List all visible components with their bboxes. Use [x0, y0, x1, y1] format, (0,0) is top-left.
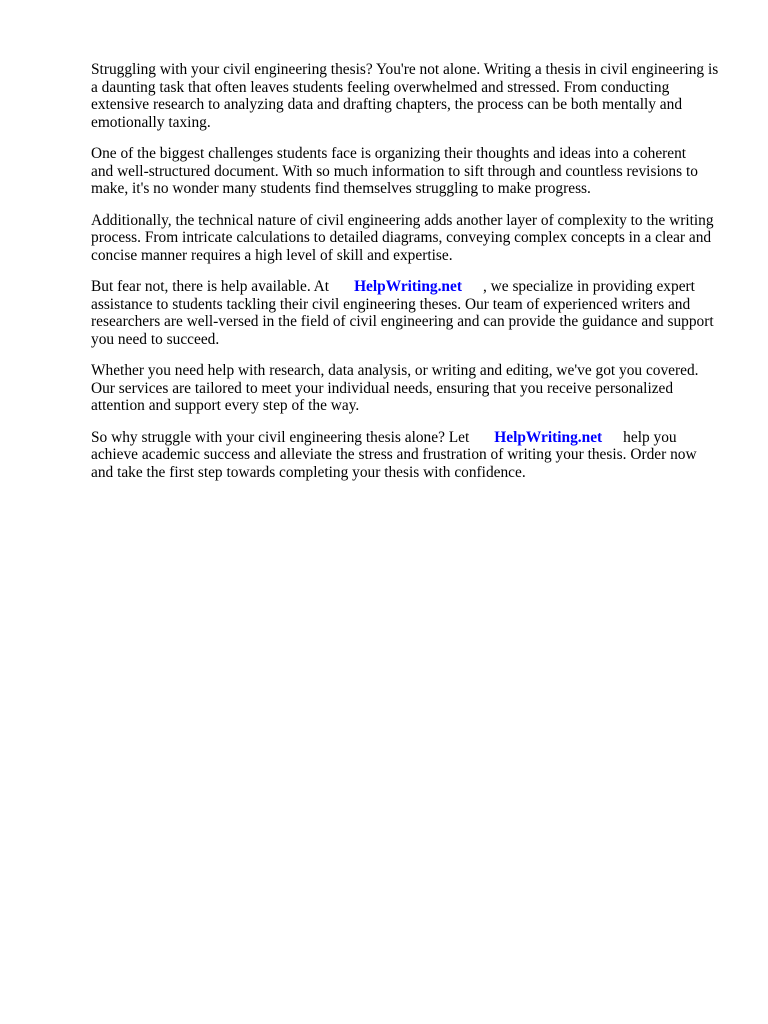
paragraph-challenges [91, 145, 768, 198]
helpwriting-link[interactable]: HelpWriting.net [494, 428, 603, 446]
text-segment: So why struggle with your civil engineering thesis alone? Let [91, 428, 470, 446]
text-line: make, it's no wonder many students find themselves struggling to make progress. [91, 180, 591, 197]
text-line: emotionally taxing. [91, 113, 211, 131]
text-line: One of the biggest challenges students face is organizing their thoughts and ideas into a coherent [91, 145, 687, 162]
helpwriting-link[interactable]: HelpWriting.net [354, 278, 462, 295]
text-line: Additionally, the technical nature of civil engineering adds another layer of complexity to the writing [91, 211, 714, 229]
paragraph-technical-nature [91, 212, 768, 265]
text-segment: But fear not, there is help available. At [91, 278, 330, 295]
text-line: Whether you need help with research, data analysis, or writing and editing, we've got you covered. [91, 362, 699, 379]
text-line: and take the first step towards completing your thesis with confidence. [91, 463, 526, 481]
text-line: process. From intricate calculations to detailed diagrams, conveying complex concepts in a clear and [91, 229, 712, 246]
text-line: Our services are tailored to meet your individual needs, ensuring that you receive personalized [91, 379, 674, 397]
text-line: a daunting task that often leaves students feeling overwhelmed and stressed. From conducting [91, 78, 670, 96]
text-line: researchers are well-versed in the field of civil engineering and can provide the guidance and support [91, 313, 714, 330]
text-line: extensive research to analyzing data and drafting chapters, the process can be both mentally and [91, 96, 683, 113]
text-line: Struggling with your civil engineering thesis? You're not alone. Writing a thesis in civil engineering is [91, 61, 719, 78]
paragraph-help-available [91, 278, 768, 348]
paragraph-call-to-action [91, 429, 768, 482]
text-line [91, 429, 768, 447]
text-line: and well-structured document. With so much information to sift through and countless revisions to [91, 162, 698, 180]
text-segment: , we specialize in providing expert [482, 278, 695, 295]
paragraph-struggling [91, 61, 768, 131]
text-line: achieve academic success and alleviate the stress and frustration of writing your thesis. Order now [91, 446, 697, 463]
text-line: attention and support every step of the way. [91, 397, 360, 414]
text-line: concise manner requires a high level of skill and expertise. [91, 246, 453, 264]
text-segment: help you [623, 428, 677, 446]
paragraph-services [91, 362, 768, 415]
text-line: you need to succeed. [91, 330, 220, 348]
text-line [91, 278, 768, 296]
text-line: assistance to students tackling their civil engineering theses. Our team of experienced writers and [91, 295, 691, 313]
